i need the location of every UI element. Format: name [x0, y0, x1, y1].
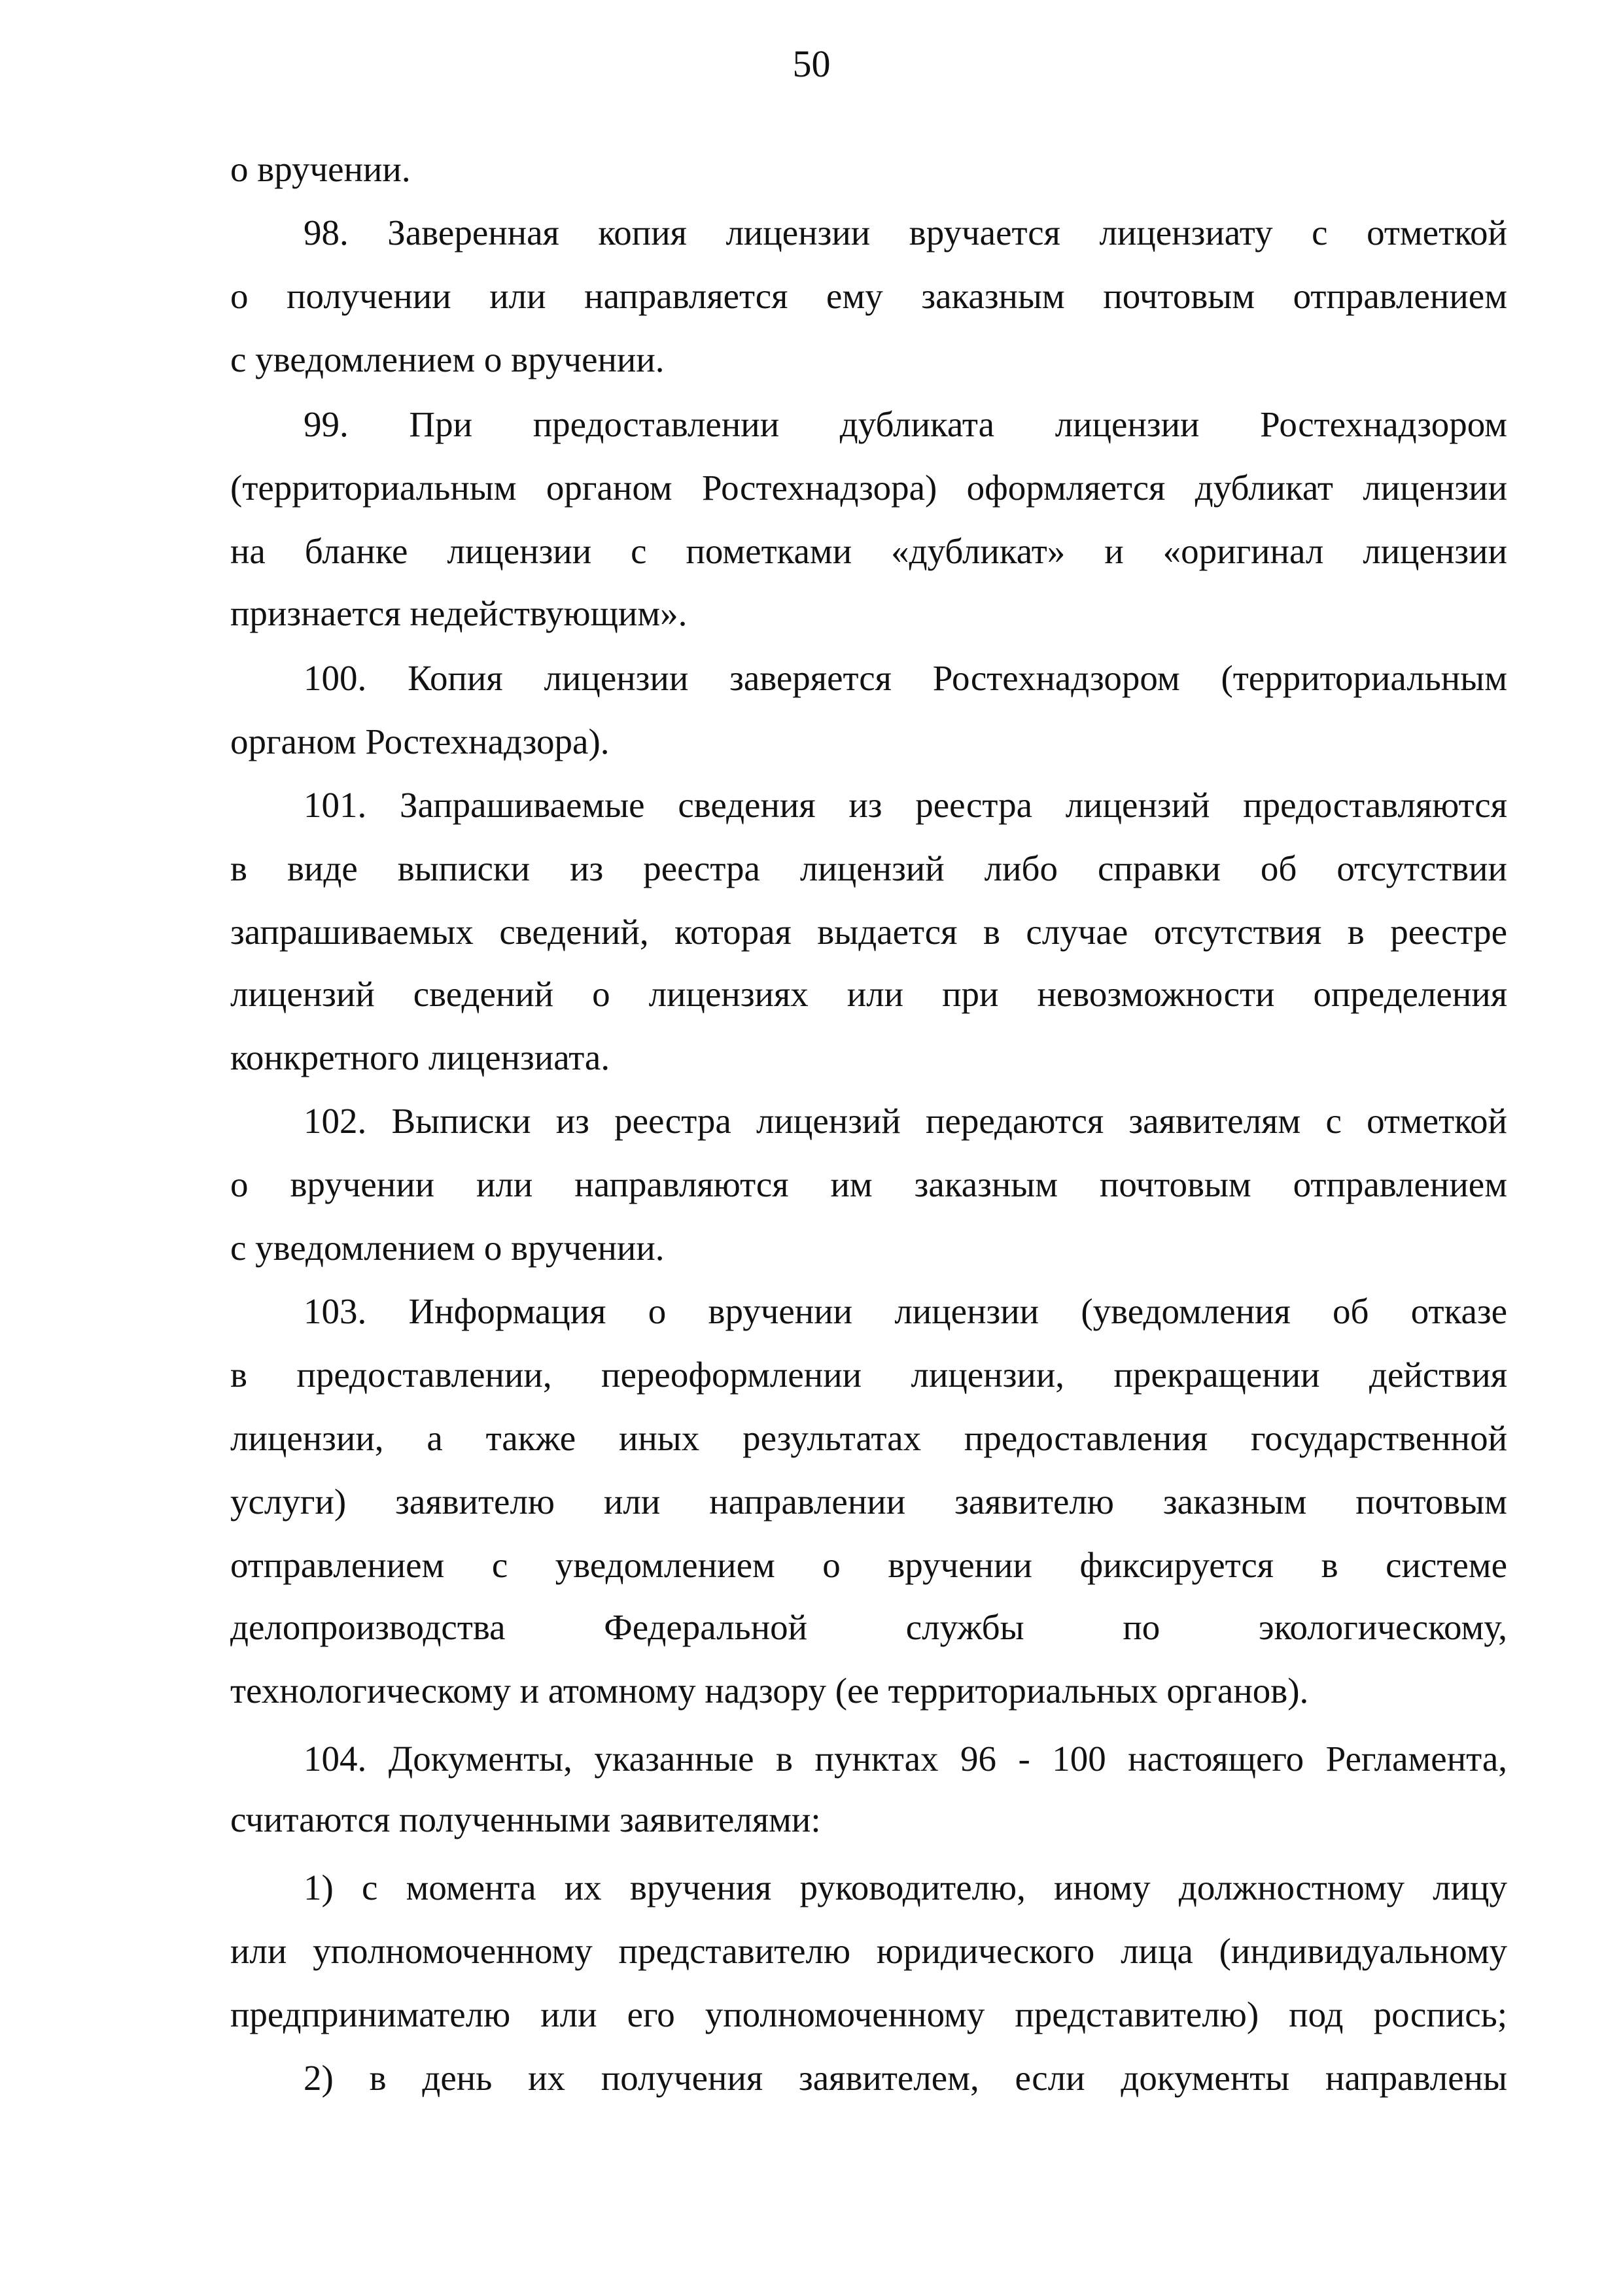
text-line: 1) с момента их вручения руководителю, иному должностному лицу	[304, 1868, 1507, 1907]
text-line: 98. Заверенная копия лицензии вручается лицензиату с отметкой	[304, 213, 1507, 252]
text-line: 100. Копия лицензии заверяется Ростехнадзором (территориальным	[304, 658, 1507, 698]
text-line: 103. Информация о вручении лицензии (уведомления об отказе	[304, 1291, 1507, 1331]
text-line: на бланке лицензии с пометками «дубликат» и «оригинал лицензии	[230, 531, 1507, 571]
text-line: признается недействующим».	[230, 593, 688, 633]
text-line: 101. Запрашиваемые сведения из реестра лицензий предоставляются	[304, 785, 1507, 825]
text-line: с уведомлением о вручении.	[230, 1228, 665, 1268]
text-line: конкретного лицензиата.	[230, 1037, 610, 1077]
text-line: технологическому и атомному надзору (ее территориальных органов).	[230, 1671, 1309, 1711]
text-line: лицензий сведений о лицензиях или при невозможности определения	[230, 974, 1507, 1014]
page-number: 50	[792, 43, 831, 85]
text-line: с уведомлением о вручении.	[230, 339, 665, 379]
text-line: 2) в день их получения заявителем, если документы направлены	[304, 2058, 1507, 2098]
text-line: делопроизводства Федеральной службы по экологическому,	[230, 1607, 1507, 1647]
text-line: услуги) заявителю или направлении заявителю заказным почтовым	[230, 1482, 1507, 1522]
text-line: лицензии, а также иных результатах предоставления государственной	[230, 1418, 1507, 1458]
text-line: считаются полученными заявителями:	[230, 1800, 821, 1839]
text-line: отправлением с уведомлением о вручении фиксируется в системе	[230, 1545, 1507, 1585]
text-line: о получении или направляется ему заказным почтовым отправлением	[230, 276, 1507, 316]
text-line: (территориальным органом Ростехнадзора) оформляется дубликат лицензии	[230, 468, 1507, 508]
text-line: в предоставлении, переоформлении лицензии, прекращении действия	[230, 1355, 1507, 1395]
text-line: 104. Документы, указанные в пунктах 96 - 100 настоящего Регламента,	[304, 1739, 1507, 1779]
text-line: о вручении.	[230, 149, 411, 189]
text-line: органом Ростехнадзора).	[230, 722, 610, 761]
text-line: 102. Выписки из реестра лицензий передаются заявителям с отметкой	[304, 1101, 1507, 1141]
text-line: о вручении или направляются им заказным почтовым отправлением	[230, 1164, 1507, 1204]
text-line: предпринимателю или его уполномоченному представителю) под роспись;	[230, 1994, 1507, 2034]
text-line: или уполномоченному представителю юридического лица (индивидуальному	[230, 1931, 1507, 1971]
text-line: запрашиваемых сведений, которая выдается в случае отсутствия в реестре	[230, 912, 1507, 952]
text-line: в виде выписки из реестра лицензий либо справки об отсутствии	[230, 848, 1507, 888]
text-line: 99. При предоставлении дубликата лицензии Ростехнадзором	[304, 404, 1507, 444]
